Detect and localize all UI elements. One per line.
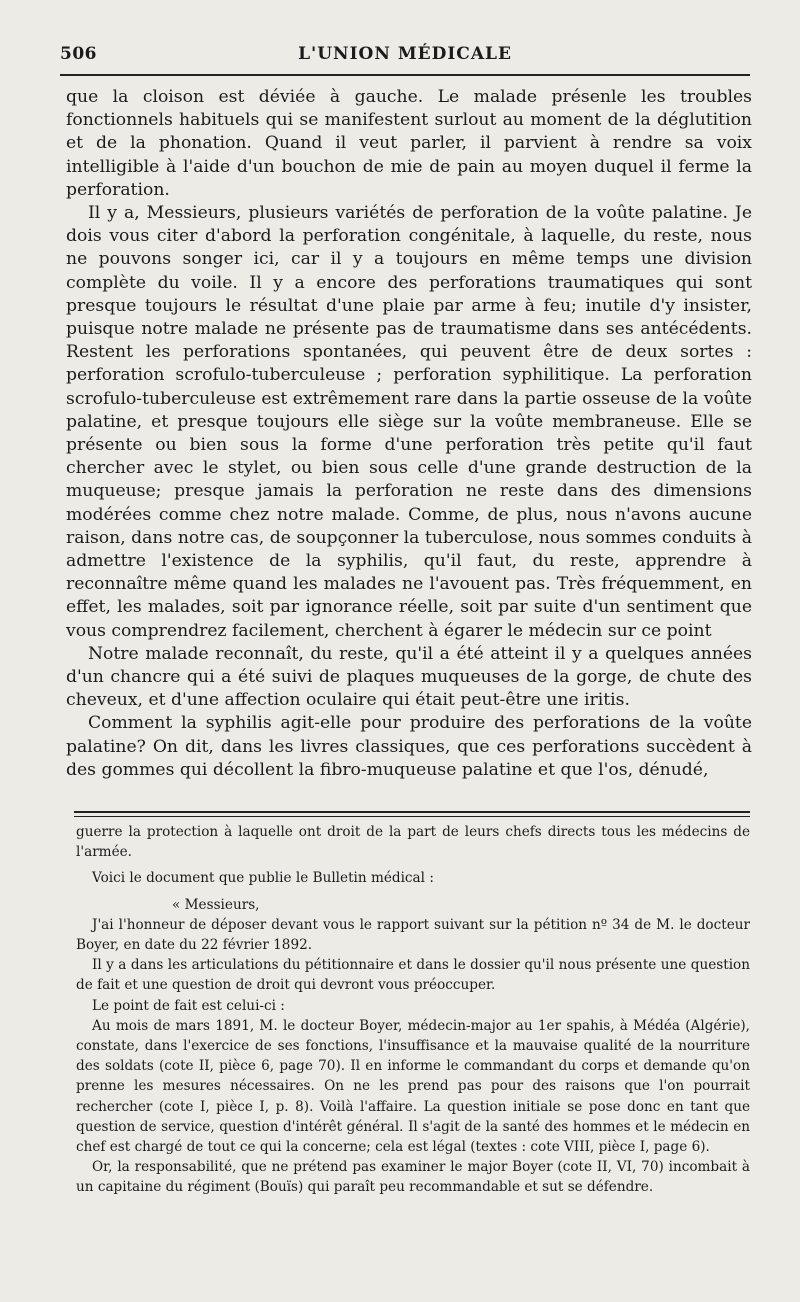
footer-paragraph: Or, la responsabilité, que ne prétend pas examiner le major Boyer (cote II, VI, 70) incombait à un capitaine du régiment (Bouïs) qui paraît peu recommandable et sut se défendre.: [76, 1159, 750, 1196]
main-article-text: [66, 86, 752, 782]
footer-paragraph: J'ai l'honneur de déposer devant vous le rapport suivant sur la pétition nº 34 de M. le docteur Boyer, en date du 22 février 1892.: [76, 916, 750, 954]
footer-paragraph: guerre la protection à laquelle ont droit de la part de leurs chefs directs tous les médecins de l'armée.: [76, 824, 750, 861]
main-paragraph: Comment la syphilis agit-elle pour produire des perforations de la voûte palatine? On dit, dans les livres classiques, que ces perforations succèdent à des gommes qui décollent la fibro-muqueuse palatine et que l'os, dénudé,: [66, 713, 752, 780]
running-title: L'UNION MÉDICALE: [298, 44, 512, 64]
footer-paragraph: Au mois de mars 1891, M. le docteur Boyer, médecin-major au 1er spahis, à Médéa (Algérie), constate, dans l'exercice de ses fonctions, l'insuffisance et la mauvaise qualité de la nourriture des soldats (cote II, pièce 6, page 70). Il en informe le commandant du corps et demande qu'on prenne les mesures nécessaires. On ne les prend pas pour des raisons que l'on pourrait rechercher (cote I, pièce I, p. 8). Voilà l'affaire. La question initiale se pose donc en tant que question de service, question d'intérêt général. Il s'agit de la santé des hommes et le médecin en chef est chargé de tout ce qui la concerne; cela est légal (textes : cote VIII, pièce I, page 6).: [76, 1017, 750, 1156]
page-number: 506: [60, 44, 97, 64]
main-paragraph: Il y a, Messieurs, plusieurs variétés de perforation de la voûte palatine. Je dois vous citer d'abord la perforation congénitale, à laquelle, du reste, nous ne pouvons songer ici, car il y a toujours en même temps une division complète du voile. Il y a encore des perforations traumatiques qui sont presque toujours le résultat d'une plaie par arme à feu; inutile d'y insister, puisque notre malade ne présente pas de traumatisme dans ses antécédents. Restent les perforations spontanées, qui peuvent être de deux sortes : perforation scrofulo-tuberculeuse ; perforation syphilitique. La perforation scrofulo-tuberculeuse est extrêmement rare dans la partie osseuse de la voûte palatine, et presque toujours elle siège sur la voûte membraneuse. Elle se présente ou bien sous la forme d'une perforation très petite qu'il faut chercher avec le stylet, ou bien sous celle d'une grande destruction de la muqueuse; presque jamais la perforation ne reste dans des dimensions modérées comme chez notre malade. Comme, de plus, nous n'avons aucune raison, dans notre cas, de soupçonner la tuberculose, nous sommes conduits à admettre l'existence de la syphilis, qu'il faut, du reste, apprendre à reconnaître même quand les malades ne l'avouent pas. Très fréquemment, en effet, les malades, soit par ignorance réelle, soit par suite d'un sentiment que vous comprendrez facilement, cherchent à égarer le médecin sur ce point: [66, 203, 752, 641]
section-divider-thin: [74, 816, 750, 817]
footer-paragraph: Voici le document que publie le Bulletin médical :: [92, 870, 434, 887]
feuilleton-text: [76, 822, 750, 1198]
section-divider: [74, 811, 750, 813]
footer-salutation: « Messieurs,: [172, 896, 260, 913]
main-paragraph: Notre malade reconnaît, du reste, qu'il a été atteint il y a quelques années d'un chancre qui a été suivi de plaques muqueuses de la gorge, de chute des cheveux, et d'une affection oculaire qui était peut-être une iritis.: [66, 643, 752, 711]
header-rule: [60, 74, 750, 76]
page-header: [60, 44, 750, 72]
main-paragraph: que la cloison est déviée à gauche. Le malade présenle les troubles fonctionnels habituels qui se manifestent surlout au moment de la déglutition et de la phonation. Quand il veut parler, il parvient à rendre sa voix intelligible à l'aide d'un bouchon de mie de pain au moyen duquel il ferme la perforation.: [66, 87, 752, 200]
footer-paragraph: Le point de fait est celui-ci :: [92, 997, 285, 1014]
footer-paragraph: Il y a dans les articulations du pétitionnaire et dans le dossier qu'il nous présente une question de fait et une question de droit qui devront vous préoccuper.: [76, 957, 750, 994]
